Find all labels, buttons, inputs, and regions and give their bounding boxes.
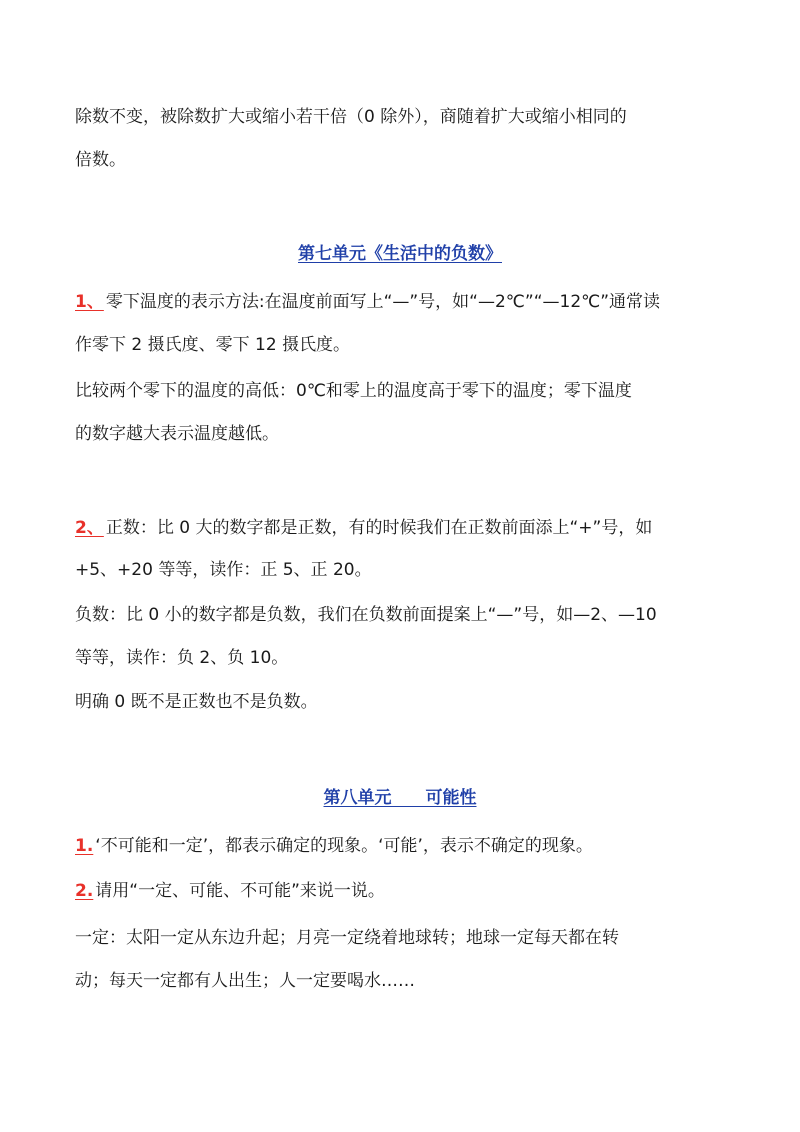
unit7-item1-line-2: 作零下 2 摄氏度、零下 12 摄氏度。 <box>75 335 351 355</box>
unit8-example-line-1: 一定：太阳一定从东边升起；月亮一定绕着地球转；地球一定每天都在转 <box>75 928 619 948</box>
unit7-negative-line-1: 负数：比 0 小的数字都是负数，我们在负数前面提案上“—”号，如—2、—10 <box>75 605 657 625</box>
unit7-heading-text: 第七单元《生活中的负数》 <box>298 244 502 264</box>
intro-line-1: 除数不变，被除数扩大或缩小若干倍（0 除外），商随着扩大或缩小相同的 <box>75 107 627 127</box>
unit7-zero-line: 明确 0 既不是正数也不是负数。 <box>75 692 318 712</box>
unit7-item2-line-1 <box>75 516 735 540</box>
unit8-item2-text: 请用“一定、可能、不可能”来说一说。 <box>95 881 385 901</box>
unit7-compare-line-1: 比较两个零下的温度的高低：0℃和零上的温度高于零下的温度；零下温度 <box>75 381 632 401</box>
unit8-item1-line <box>75 834 735 858</box>
unit7-negative-line-2: 等等，读作：负 2、负 10。 <box>75 648 289 668</box>
unit7-item1-number: 1、 <box>75 292 104 312</box>
unit7-item1-text: 零下温度的表示方法:在温度前面写上“—”号，如“—2℃”“—12℃”通常读 <box>105 292 661 312</box>
unit8-heading-text: 第八单元 可能性 <box>323 788 477 808</box>
unit8-item2-number: 2. <box>75 881 94 901</box>
unit7-item2-line-2: +5、+20 等等，读作：正 5、正 20。 <box>75 560 372 580</box>
unit8-item1-number: 1. <box>75 836 94 856</box>
unit8-heading <box>0 786 800 810</box>
unit7-item1-line-1 <box>75 290 735 314</box>
unit8-example-line-2: 动；每天一定都有人出生；人一定要喝水…… <box>75 971 415 991</box>
unit7-heading <box>0 242 800 266</box>
unit8-item2-line <box>75 879 735 903</box>
unit8-item1-text: ‘不可能和一定’，都表示确定的现象。‘可能’，表示不确定的现象。 <box>95 836 593 856</box>
intro-line-2: 倍数。 <box>75 150 126 170</box>
unit7-item2-text: 正数：比 0 大的数字都是正数，有的时候我们在正数前面添上“+”号，如 <box>105 518 653 538</box>
unit7-compare-line-2: 的数字越大表示温度越低。 <box>75 424 279 444</box>
unit7-item2-number: 2、 <box>75 518 104 538</box>
